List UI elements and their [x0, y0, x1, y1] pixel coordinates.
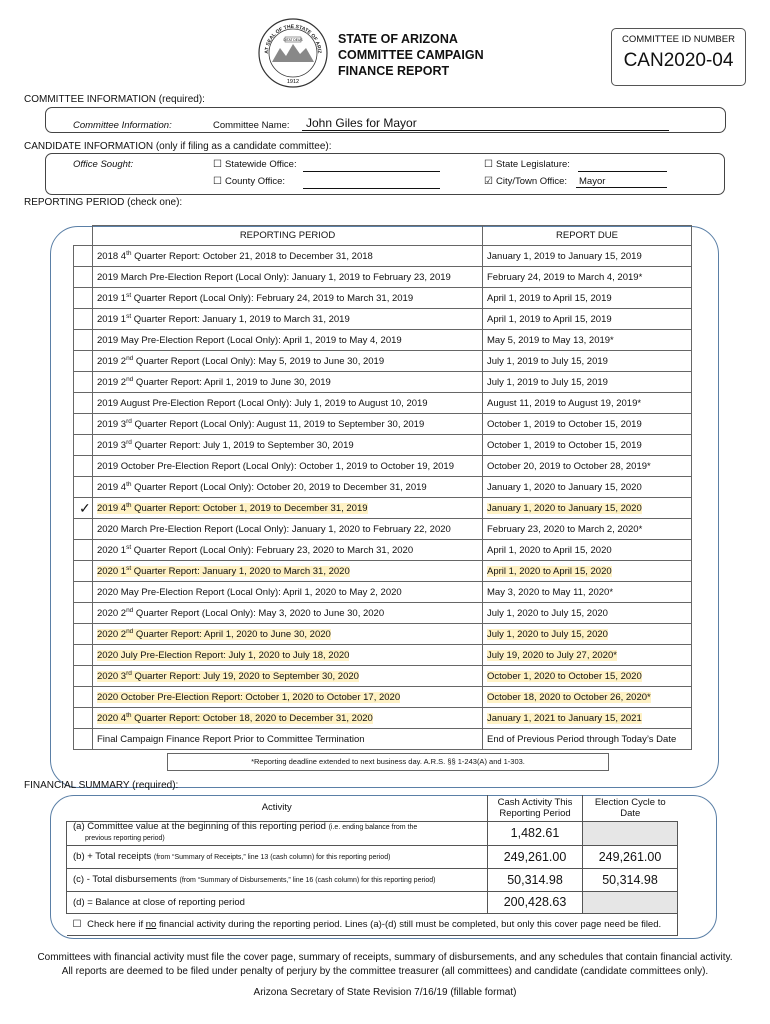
- period-label: 2019 3rd Quarter Report: July 1, 2019 to September 30, 2019: [93, 435, 483, 456]
- deadline-note: *Reporting deadline extended to next business day. A.R.S. §§ 1-243(A) and 1-303.: [167, 753, 609, 771]
- county-office-field[interactable]: [303, 176, 440, 189]
- period-label: 2020 March Pre-Election Report (Local Only): January 1, 2020 to February 22, 2020: [93, 519, 483, 540]
- period-due: July 1, 2019 to July 15, 2019: [483, 372, 692, 393]
- footer-instructions: [20, 951, 750, 979]
- statewide-office-field[interactable]: [303, 159, 440, 172]
- no-activity-text-1: Check here if: [87, 918, 146, 930]
- reporting-period-row[interactable]: [74, 603, 692, 624]
- col-cash-activity: Cash Activity This Reporting Period: [488, 795, 583, 821]
- period-due: October 18, 2020 to October 26, 2020*: [483, 687, 692, 708]
- footer-line-2: All reports are deemed to be filed under penalty of perjury by the committee treasurer (all committees) and candidate (candidate committees only).: [61, 966, 709, 977]
- period-checkbox[interactable]: [74, 519, 93, 540]
- reporting-period-row[interactable]: [74, 393, 692, 414]
- period-checkbox[interactable]: [74, 477, 93, 498]
- reporting-period-row[interactable]: [74, 477, 692, 498]
- period-due: January 1, 2021 to January 15, 2021: [483, 708, 692, 729]
- period-label: 2020 July Pre-Election Report: July 1, 2020 to July 18, 2020: [93, 645, 483, 666]
- period-label: 2020 4th Quarter Report: October 18, 2020 to December 31, 2020: [93, 708, 483, 729]
- footer-revision: Arizona Secretary of State Revision 7/16/19 (fillable format): [253, 987, 517, 998]
- period-label: 2019 3rd Quarter Report (Local Only): August 11, 2019 to September 30, 2019: [93, 414, 483, 435]
- period-checkbox[interactable]: [74, 603, 93, 624]
- row-d-label: (d) = Balance at close of reporting period: [67, 891, 488, 913]
- row-c-cash[interactable]: 50,314.98: [488, 868, 583, 891]
- legislature-label: State Legislature:: [495, 159, 570, 170]
- reporting-period-row[interactable]: [74, 414, 692, 435]
- period-checkbox[interactable]: [74, 456, 93, 477]
- period-checkbox[interactable]: [74, 540, 93, 561]
- state-legislature-field[interactable]: [578, 159, 667, 172]
- period-label: 2019 1st Quarter Report: January 1, 2019 to March 31, 2019: [93, 309, 483, 330]
- period-label: 2020 3rd Quarter Report: July 19, 2020 to September 30, 2020: [93, 666, 483, 687]
- no-activity-row: [67, 913, 678, 935]
- title-line-1: STATE OF ARIZONA: [338, 32, 458, 46]
- col-election-cycle: Election Cycle to Date: [583, 795, 678, 821]
- row-a-cash[interactable]: 1,482.61: [488, 821, 583, 845]
- city-office-field[interactable]: Mayor: [576, 176, 667, 188]
- period-checkbox[interactable]: [74, 372, 93, 393]
- period-due: October 1, 2020 to October 15, 2020: [483, 666, 692, 687]
- title-line-3: FINANCE REPORT: [338, 64, 450, 78]
- row-b-cash[interactable]: 249,261.00: [488, 845, 583, 868]
- statewide-label: Statewide Office:: [224, 159, 297, 170]
- period-due: October 1, 2019 to October 15, 2019: [483, 414, 692, 435]
- reporting-period-row[interactable]: [74, 330, 692, 351]
- period-due: April 1, 2019 to April 15, 2019: [483, 288, 692, 309]
- reporting-period-row[interactable]: [74, 519, 692, 540]
- period-checkbox[interactable]: [74, 330, 93, 351]
- period-label: 2020 1st Quarter Report: January 1, 2020 to March 31, 2020: [93, 561, 483, 582]
- period-label: Final Campaign Finance Report Prior to Committee Termination: [93, 729, 483, 750]
- candidate-info-heading: CANDIDATE INFORMATION (only if filing as a candidate committee):: [24, 141, 332, 152]
- period-checkbox[interactable]: [74, 267, 93, 288]
- row-a-hint: (i.e. ending balance from the: [328, 824, 418, 831]
- committee-name-field[interactable]: John Giles for Mayor: [302, 117, 669, 131]
- financial-header-row: [67, 795, 678, 821]
- reporting-period-row[interactable]: [74, 288, 692, 309]
- period-label: 2019 4th Quarter Report: October 1, 2019 to December 31, 2019: [93, 498, 483, 519]
- county-checkbox[interactable]: ☐: [213, 176, 222, 187]
- reporting-table-header: [74, 226, 692, 246]
- period-checkbox[interactable]: [74, 582, 93, 603]
- reporting-period-row[interactable]: [74, 435, 692, 456]
- period-checkbox[interactable]: [74, 435, 93, 456]
- period-label: 2019 2nd Quarter Report: April 1, 2019 to June 30, 2019: [93, 372, 483, 393]
- col-report-due: REPORT DUE: [483, 226, 692, 246]
- row-c-cycle[interactable]: 50,314.98: [583, 868, 678, 891]
- period-due: April 1, 2020 to April 15, 2020: [483, 540, 692, 561]
- period-due: February 23, 2020 to March 2, 2020*: [483, 519, 692, 540]
- reporting-period-row[interactable]: [74, 729, 692, 750]
- office-sought-label: Office Sought:: [73, 159, 134, 170]
- period-due: October 1, 2019 to October 15, 2019: [483, 435, 692, 456]
- row-c-label: (c) - Total disbursements: [73, 874, 177, 885]
- committee-id-value[interactable]: CAN2020-04: [623, 50, 734, 71]
- no-activity-no: no: [145, 918, 157, 930]
- seal-year: 1912: [286, 79, 300, 85]
- committee-id-label: COMMITTEE ID NUMBER: [622, 34, 735, 45]
- col-reporting-period: REPORTING PERIOD: [93, 226, 483, 246]
- row-b-cycle[interactable]: 249,261.00: [583, 845, 678, 868]
- period-checkbox[interactable]: [74, 393, 93, 414]
- period-due: End of Previous Period through Today’s Date: [483, 729, 692, 750]
- period-label: 2020 May Pre-Election Report (Local Only): April 1, 2020 to May 2, 2020: [93, 582, 483, 603]
- period-label: 2018 4th Quarter Report: October 21, 2018 to December 31, 2018: [93, 246, 483, 267]
- period-label: 2020 2nd Quarter Report (Local Only): May 3, 2020 to June 30, 2020: [93, 603, 483, 624]
- state-legislature-option[interactable]: [484, 159, 570, 170]
- seal-motto: DITAT DEUS: [283, 38, 303, 42]
- period-due: July 19, 2020 to July 27, 2020*: [483, 645, 692, 666]
- period-label: 2019 August Pre-Election Report (Local Only): July 1, 2019 to August 10, 2019: [93, 393, 483, 414]
- reporting-period-row[interactable]: [74, 246, 692, 267]
- title-line-2: COMMITTEE CAMPAIGN: [338, 48, 484, 62]
- financial-summary-table: [66, 795, 678, 936]
- period-checkbox[interactable]: [74, 729, 93, 750]
- period-label: 2019 1st Quarter Report (Local Only): February 24, 2019 to March 31, 2019: [93, 288, 483, 309]
- row-d-cash[interactable]: 200,428.63: [488, 891, 583, 913]
- report-title: [338, 31, 484, 79]
- reporting-period-row[interactable]: [74, 267, 692, 288]
- period-checkbox[interactable]: [74, 414, 93, 435]
- county-label: County Office:: [224, 176, 285, 187]
- period-label: 2019 October Pre-Election Report (Local Only): October 1, 2019 to October 19, 2019: [93, 456, 483, 477]
- period-checkbox[interactable]: [74, 645, 93, 666]
- reporting-period-row[interactable]: [74, 498, 692, 519]
- committee-name-label: Committee Name:: [213, 120, 290, 131]
- statewide-office-option[interactable]: [213, 159, 297, 170]
- period-due: July 1, 2019 to July 15, 2019: [483, 351, 692, 372]
- period-due: April 1, 2019 to April 15, 2019: [483, 309, 692, 330]
- row-a-label: (a) Committee value at the beginning of this reporting period: [73, 821, 326, 832]
- row-c-hint: (from “Summary of Disbursements,” line 16 (cash column) for this reporting period): [179, 877, 436, 884]
- period-due: February 24, 2019 to March 4, 2019*: [483, 267, 692, 288]
- period-checkbox[interactable]: [74, 309, 93, 330]
- reporting-period-row[interactable]: [74, 540, 692, 561]
- row-d: [67, 891, 678, 913]
- legislature-checkbox[interactable]: ☐: [484, 159, 493, 170]
- reporting-period-row[interactable]: [74, 372, 692, 393]
- reporting-period-row[interactable]: [74, 351, 692, 372]
- reporting-period-row[interactable]: [74, 645, 692, 666]
- reporting-period-row[interactable]: [74, 309, 692, 330]
- period-checkbox[interactable]: [74, 687, 93, 708]
- committee-id-box[interactable]: [611, 28, 746, 86]
- period-label: 2020 October Pre-Election Report: October 1, 2020 to October 17, 2020: [93, 687, 483, 708]
- reporting-period-row[interactable]: [74, 582, 692, 603]
- period-checkbox[interactable]: [74, 708, 93, 729]
- reporting-period-row[interactable]: [74, 624, 692, 645]
- no-activity-text-2: financial activity during the reporting period. Lines (a)-(d) still must be completed, but only this cover page need be filed.: [156, 918, 662, 930]
- city-label: City/Town Office:: [495, 176, 568, 187]
- row-b: [67, 845, 678, 868]
- row-b-hint: (from “Summary of Receipts,” line 13 (cash column) for this reporting period): [153, 854, 391, 861]
- period-label: 2020 1st Quarter Report (Local Only): February 23, 2020 to March 31, 2020: [93, 540, 483, 561]
- period-label: 2019 2nd Quarter Report (Local Only): May 5, 2019 to June 30, 2019: [93, 351, 483, 372]
- reporting-period-row[interactable]: [74, 456, 692, 477]
- period-checkbox[interactable]: [74, 246, 93, 267]
- financial-summary-heading: FINANCIAL SUMMARY (required):: [24, 780, 179, 791]
- seal-text: AT SEAL OF THE STATE OF ARIZ: [263, 23, 323, 54]
- period-label: 2019 May Pre-Election Report (Local Only): April 1, 2019 to May 4, 2019: [93, 330, 483, 351]
- period-due: July 1, 2020 to July 15, 2020: [483, 624, 692, 645]
- statewide-checkbox[interactable]: ☐: [213, 159, 222, 170]
- committee-info-label: Committee Information:: [73, 120, 172, 131]
- period-checkbox[interactable]: [74, 624, 93, 645]
- row-b-label: (b) + Total receipts: [73, 851, 152, 862]
- county-office-option[interactable]: [213, 176, 285, 187]
- row-a-cycle: [583, 821, 678, 845]
- period-checkbox[interactable]: [74, 351, 93, 372]
- reporting-period-table: [73, 225, 692, 750]
- city-checkbox[interactable]: ☑: [484, 176, 493, 187]
- row-a: [67, 821, 678, 845]
- state-seal: [258, 18, 328, 88]
- reporting-period-row[interactable]: [74, 666, 692, 687]
- reporting-period-row[interactable]: [74, 687, 692, 708]
- period-label: 2020 2nd Quarter Report: April 1, 2020 to June 30, 2020: [93, 624, 483, 645]
- reporting-period-row[interactable]: [74, 708, 692, 729]
- row-c: [67, 868, 678, 891]
- committee-info-heading: COMMITTEE INFORMATION (required):: [24, 94, 205, 105]
- period-due: January 1, 2020 to January 15, 2020: [483, 477, 692, 498]
- city-office-option[interactable]: [484, 176, 567, 187]
- period-due: January 1, 2020 to January 15, 2020: [483, 498, 692, 519]
- no-activity-checkbox[interactable]: ☐: [72, 918, 82, 930]
- period-checkbox[interactable]: [74, 288, 93, 309]
- reporting-period-row[interactable]: [74, 561, 692, 582]
- period-due: May 5, 2019 to May 13, 2019*: [483, 330, 692, 351]
- period-checkbox[interactable]: [74, 561, 93, 582]
- reporting-period-heading: REPORTING PERIOD (check one):: [24, 197, 183, 208]
- row-a-hint-2: previous reporting period): [85, 835, 165, 842]
- footer-line-1: Committees with financial activity must file the cover page, summary of receipts, summary of disbursements, and any schedules that contain financial activity.: [37, 952, 733, 963]
- period-due: April 1, 2020 to April 15, 2020: [483, 561, 692, 582]
- period-due: May 3, 2020 to May 11, 2020*: [483, 582, 692, 603]
- col-activity: Activity: [67, 795, 488, 821]
- period-label: 2019 4th Quarter Report (Local Only): October 20, 2019 to December 31, 2019: [93, 477, 483, 498]
- row-d-cycle: [583, 891, 678, 913]
- period-checkbox[interactable]: ✓: [74, 498, 93, 519]
- period-due: January 1, 2019 to January 15, 2019: [483, 246, 692, 267]
- period-checkbox[interactable]: [74, 666, 93, 687]
- period-due: October 20, 2019 to October 28, 2019*: [483, 456, 692, 477]
- period-due: August 11, 2019 to August 19, 2019*: [483, 393, 692, 414]
- period-label: 2019 March Pre-Election Report (Local Only): January 1, 2019 to February 23, 2019: [93, 267, 483, 288]
- period-due: July 1, 2020 to July 15, 2020: [483, 603, 692, 624]
